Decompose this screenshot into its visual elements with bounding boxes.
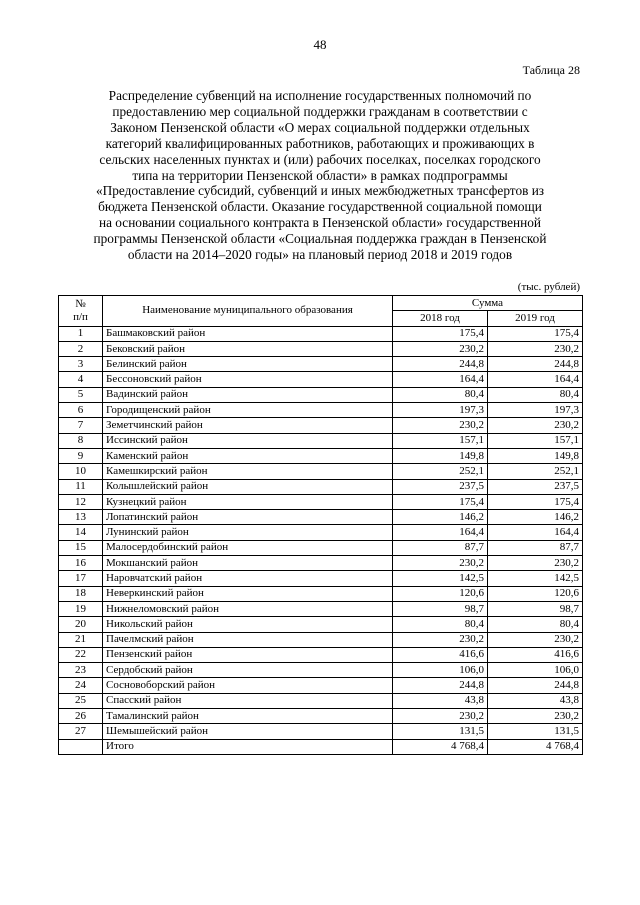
table-row xyxy=(59,403,583,418)
row-number: 10 xyxy=(59,464,103,479)
title-line: программы Пензенской области «Социальная поддержка граждан в Пензенской xyxy=(93,231,547,247)
table-body xyxy=(59,326,583,754)
row-value-2019: 106,0 xyxy=(488,663,583,678)
row-name: Кузнецкий район xyxy=(103,494,393,509)
row-value-2019: 230,2 xyxy=(488,341,583,356)
row-value-2019: 80,4 xyxy=(488,387,583,402)
table-row xyxy=(59,448,583,463)
row-value-2019: 230,2 xyxy=(488,556,583,571)
title-line: Распределение субвенций на исполнение государственных полномочий по xyxy=(108,88,532,103)
row-number: 24 xyxy=(59,678,103,693)
row-value-2018: 230,2 xyxy=(393,556,488,571)
table-row xyxy=(59,617,583,632)
table-row xyxy=(59,693,583,708)
row-number: 26 xyxy=(59,709,103,724)
row-value-2018: 175,4 xyxy=(393,326,488,341)
title-line: бюджета Пензенской области. Оказание государственной социальной помощи xyxy=(98,199,542,215)
row-value-2019: 244,8 xyxy=(488,678,583,693)
row-value-2019: 252,1 xyxy=(488,464,583,479)
header-name: Наименование муниципального образования xyxy=(103,296,393,327)
table-row xyxy=(59,632,583,647)
row-number: 6 xyxy=(59,403,103,418)
row-value-2018: 197,3 xyxy=(393,403,488,418)
row-value-2018: 230,2 xyxy=(393,341,488,356)
table-row xyxy=(59,601,583,616)
table-row xyxy=(59,418,583,433)
header-sum: Сумма xyxy=(393,296,583,311)
table-row xyxy=(59,387,583,402)
row-value-2019: 164,4 xyxy=(488,525,583,540)
row-value-2018: 142,5 xyxy=(393,571,488,586)
row-name: Пачелмский район xyxy=(103,632,393,647)
row-value-2018: 416,6 xyxy=(393,647,488,662)
row-number: 19 xyxy=(59,601,103,616)
title-line: на основании социального контракта в Пензенской области» государственной xyxy=(98,215,542,231)
table-row xyxy=(59,678,583,693)
row-value-2019: 230,2 xyxy=(488,418,583,433)
header-year-2019: 2019 год xyxy=(488,311,583,326)
row-value-2019: 131,5 xyxy=(488,724,583,739)
title-line: «Предоставление субсидий, субвенций и иных межбюджетных трансфертов из xyxy=(95,183,545,199)
row-name: Городищенский район xyxy=(103,403,393,418)
row-number: 21 xyxy=(59,632,103,647)
row-value-2018: 98,7 xyxy=(393,601,488,616)
row-value-2019: 230,2 xyxy=(488,709,583,724)
table-row xyxy=(59,341,583,356)
row-value-2019: 146,2 xyxy=(488,510,583,525)
row-name: Наровчатский район xyxy=(103,571,393,586)
total-row xyxy=(59,739,583,754)
row-number: 13 xyxy=(59,510,103,525)
table-row xyxy=(59,494,583,509)
row-number: 5 xyxy=(59,387,103,402)
header-number xyxy=(59,296,103,327)
row-value-2018: 43,8 xyxy=(393,693,488,708)
title-line: предоставлению мер социальной поддержки гражданам в соответствии с xyxy=(112,103,528,119)
total-label: Итого xyxy=(103,739,393,754)
row-name: Земетчинский район xyxy=(103,418,393,433)
table-row xyxy=(59,479,583,494)
title-line: типа на территории Пензенской области» в рамках подпрограммы xyxy=(132,167,508,183)
row-name: Лопатинский район xyxy=(103,510,393,525)
total-value-2018: 4 768,4 xyxy=(393,739,488,754)
table-row xyxy=(59,510,583,525)
table-row xyxy=(59,357,583,372)
table-row xyxy=(59,525,583,540)
row-number: 7 xyxy=(59,418,103,433)
row-value-2019: 142,5 xyxy=(488,571,583,586)
row-value-2018: 244,8 xyxy=(393,357,488,372)
row-value-2018: 149,8 xyxy=(393,448,488,463)
row-number: 9 xyxy=(59,448,103,463)
row-value-2018: 230,2 xyxy=(393,709,488,724)
row-value-2018: 230,2 xyxy=(393,632,488,647)
row-value-2018: 120,6 xyxy=(393,586,488,601)
row-number: 23 xyxy=(59,663,103,678)
row-value-2018: 106,0 xyxy=(393,663,488,678)
row-number: 2 xyxy=(59,341,103,356)
row-number: 22 xyxy=(59,647,103,662)
subvention-table xyxy=(58,295,583,755)
row-value-2019: 98,7 xyxy=(488,601,583,616)
row-number: 15 xyxy=(59,540,103,555)
total-value-2019: 4 768,4 xyxy=(488,739,583,754)
row-name: Никольский район xyxy=(103,617,393,632)
row-value-2018: 157,1 xyxy=(393,433,488,448)
title-line: Законом Пензенской области «О мерах социальной поддержки отдельных xyxy=(110,119,530,135)
header-number-line2: п/п xyxy=(73,310,88,323)
row-value-2018: 80,4 xyxy=(393,387,488,402)
row-number: 11 xyxy=(59,479,103,494)
row-name: Каменский район xyxy=(103,448,393,463)
row-value-2019: 230,2 xyxy=(488,632,583,647)
row-name: Тамалинский район xyxy=(103,709,393,724)
table-row xyxy=(59,586,583,601)
row-number: 27 xyxy=(59,724,103,739)
row-value-2019: 149,8 xyxy=(488,448,583,463)
table-row xyxy=(59,724,583,739)
table-row xyxy=(59,647,583,662)
row-value-2019: 197,3 xyxy=(488,403,583,418)
row-name: Вадинский район xyxy=(103,387,393,402)
total-number-cell xyxy=(59,739,103,754)
row-value-2019: 80,4 xyxy=(488,617,583,632)
table-row xyxy=(59,326,583,341)
units-note: (тыс. рублей) xyxy=(517,281,580,293)
row-name: Бековский район xyxy=(103,341,393,356)
row-name: Малосердобинский район xyxy=(103,540,393,555)
title-line: сельских населенных пунктах и (или) рабочих поселках, поселках городского xyxy=(99,151,541,167)
row-value-2019: 237,5 xyxy=(488,479,583,494)
row-value-2019: 120,6 xyxy=(488,586,583,601)
row-value-2018: 164,4 xyxy=(393,372,488,387)
title-line: области на 2014–2020 годы» на плановый период 2018 и 2019 годов xyxy=(127,247,513,263)
row-number: 1 xyxy=(59,326,103,341)
row-value-2019: 175,4 xyxy=(488,326,583,341)
title-line: категорий квалифицированных работников, работающих и проживающих в xyxy=(105,135,535,151)
row-value-2019: 43,8 xyxy=(488,693,583,708)
row-number: 14 xyxy=(59,525,103,540)
row-number: 3 xyxy=(59,357,103,372)
row-value-2019: 175,4 xyxy=(488,494,583,509)
row-value-2018: 244,8 xyxy=(393,678,488,693)
row-name: Шемышейский район xyxy=(103,724,393,739)
row-name: Мокшанский район xyxy=(103,556,393,571)
table-row xyxy=(59,571,583,586)
row-value-2019: 87,7 xyxy=(488,540,583,555)
row-value-2018: 175,4 xyxy=(393,494,488,509)
row-value-2019: 244,8 xyxy=(488,357,583,372)
row-name: Нижнеломовский район xyxy=(103,601,393,616)
row-name: Лунинский район xyxy=(103,525,393,540)
row-name: Спасский район xyxy=(103,693,393,708)
row-value-2018: 146,2 xyxy=(393,510,488,525)
table-label: Таблица 28 xyxy=(522,63,580,77)
row-value-2018: 230,2 xyxy=(393,418,488,433)
row-name: Пензенский район xyxy=(103,647,393,662)
row-number: 20 xyxy=(59,617,103,632)
row-name: Колышлейский район xyxy=(103,479,393,494)
table-row xyxy=(59,372,583,387)
row-number: 16 xyxy=(59,556,103,571)
row-value-2018: 164,4 xyxy=(393,525,488,540)
row-number: 25 xyxy=(59,693,103,708)
header-year-2018: 2018 год xyxy=(393,311,488,326)
page-number: 48 xyxy=(313,37,327,52)
row-name: Сердобский район xyxy=(103,663,393,678)
row-value-2019: 416,6 xyxy=(488,647,583,662)
table-row xyxy=(59,433,583,448)
row-name: Белинский район xyxy=(103,357,393,372)
row-value-2018: 87,7 xyxy=(393,540,488,555)
row-number: 18 xyxy=(59,586,103,601)
row-value-2018: 252,1 xyxy=(393,464,488,479)
table-row xyxy=(59,556,583,571)
table-row xyxy=(59,540,583,555)
document-title xyxy=(70,88,570,263)
header-number-line1: № xyxy=(75,297,86,310)
table-row xyxy=(59,709,583,724)
row-number: 8 xyxy=(59,433,103,448)
row-number: 12 xyxy=(59,494,103,509)
row-name: Камешкирский район xyxy=(103,464,393,479)
row-number: 17 xyxy=(59,571,103,586)
row-name: Бессоновский район xyxy=(103,372,393,387)
row-value-2018: 80,4 xyxy=(393,617,488,632)
row-number: 4 xyxy=(59,372,103,387)
row-name: Неверкинский район xyxy=(103,586,393,601)
table-row xyxy=(59,663,583,678)
row-value-2018: 131,5 xyxy=(393,724,488,739)
table-row xyxy=(59,464,583,479)
row-name: Иссинский район xyxy=(103,433,393,448)
row-name: Сосновоборский район xyxy=(103,678,393,693)
row-value-2019: 157,1 xyxy=(488,433,583,448)
row-value-2018: 237,5 xyxy=(393,479,488,494)
row-value-2019: 164,4 xyxy=(488,372,583,387)
row-name: Башмаковский район xyxy=(103,326,393,341)
